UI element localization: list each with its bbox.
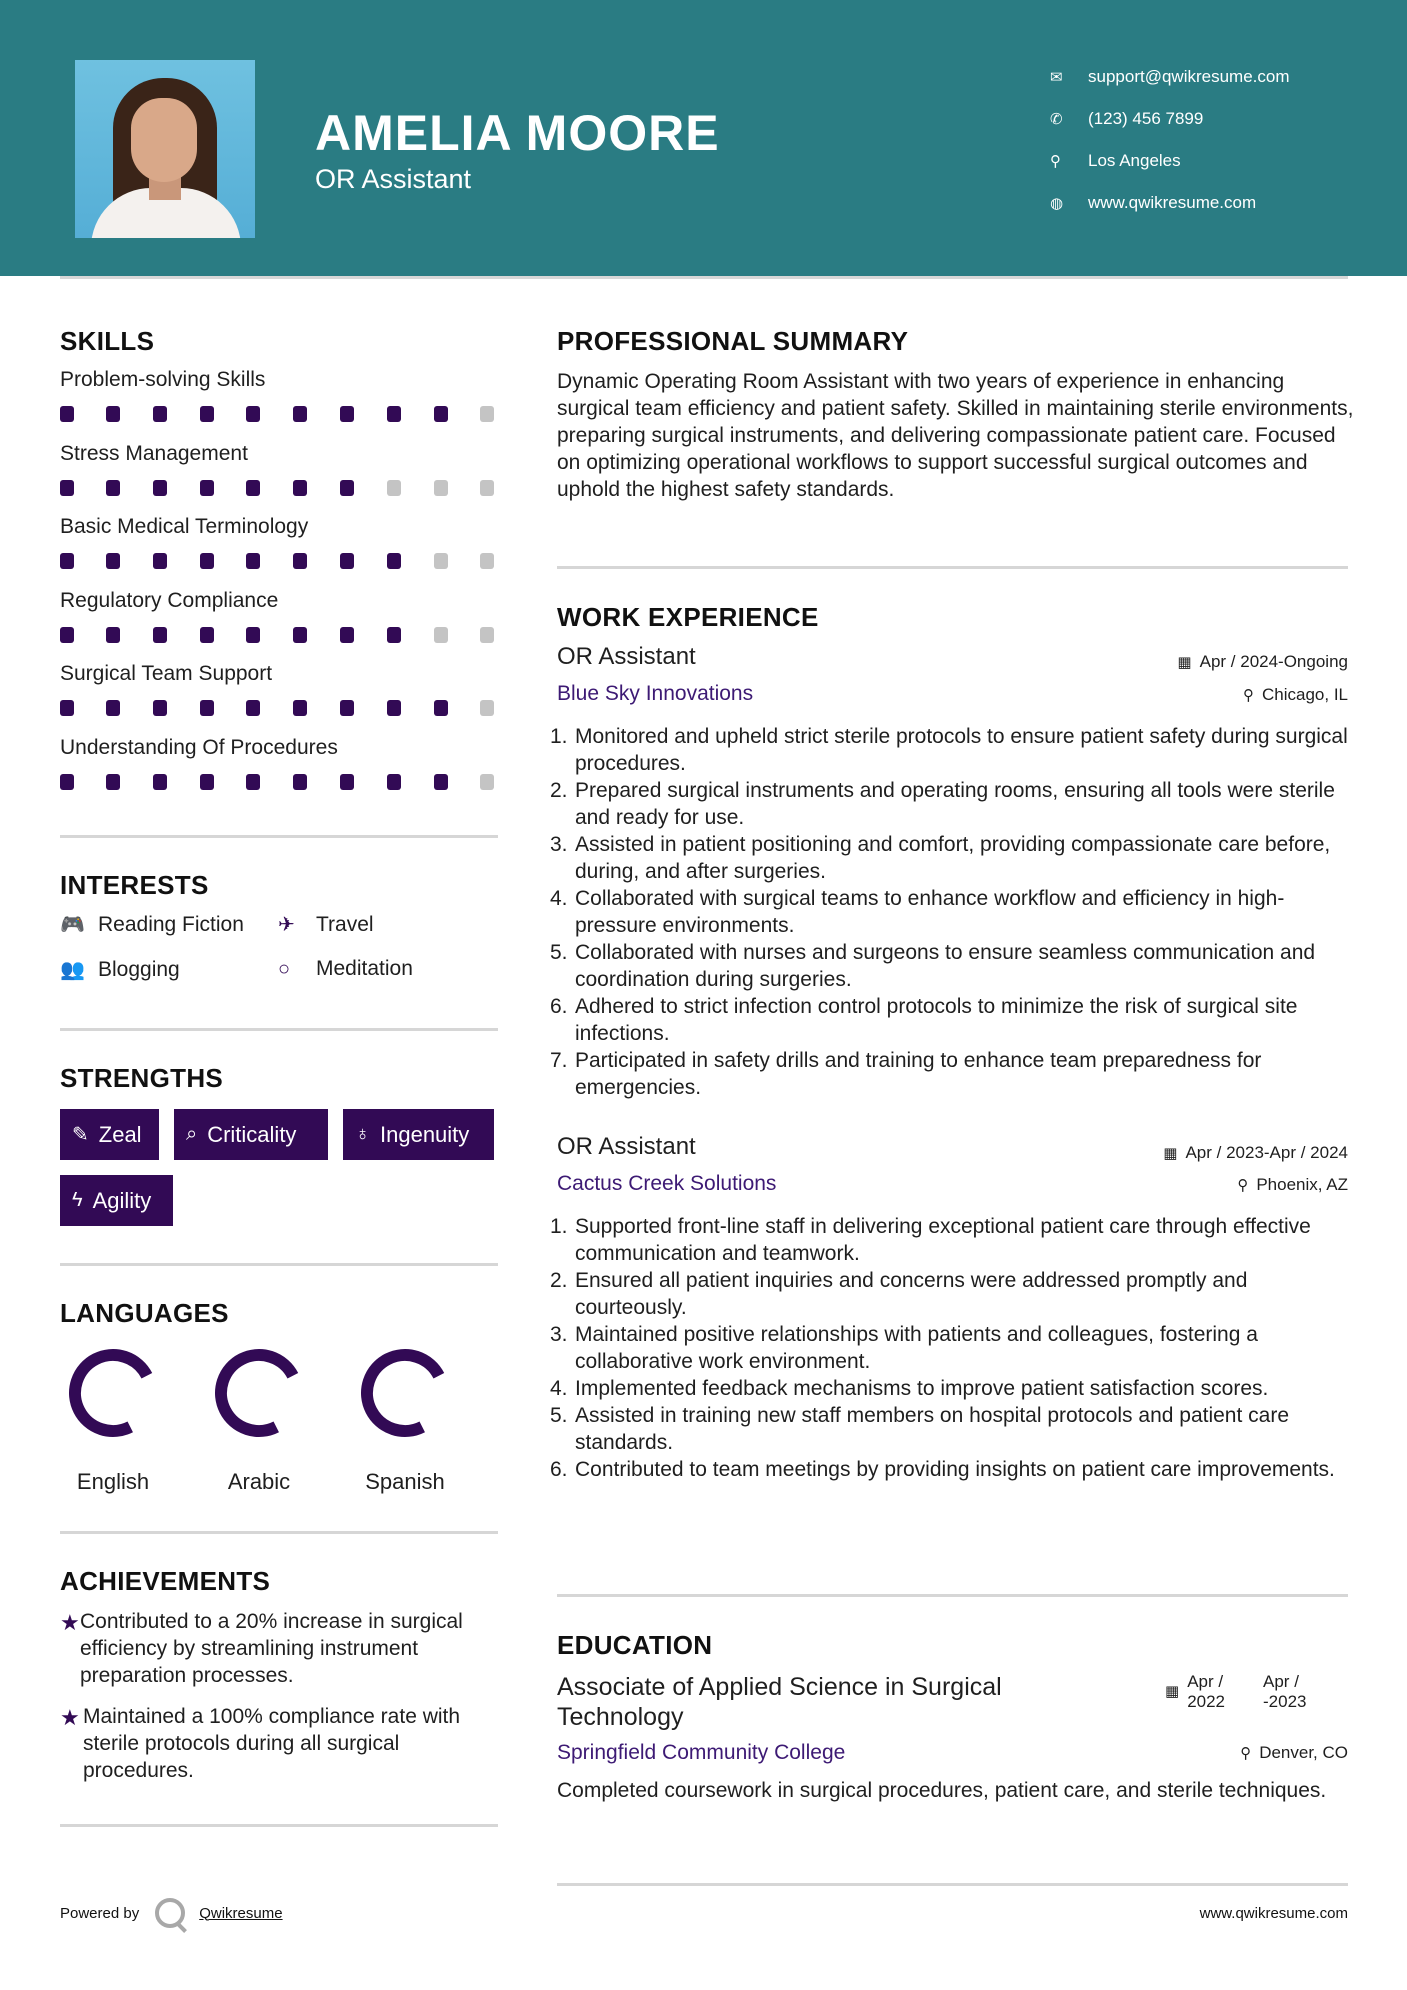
- skill-name: Surgical Team Support: [60, 662, 273, 685]
- skill-name: Understanding Of Procedures: [60, 735, 338, 759]
- plane-icon: ✈: [278, 914, 295, 936]
- list-item: 4. Collaborated with surgical teams to enhance workflow and efficiency in high-pressure environments.: [550, 887, 1285, 937]
- phone-icon: ✆: [1050, 111, 1063, 128]
- header-divider: [60, 276, 1348, 279]
- circle-icon: ○: [278, 957, 291, 980]
- education-date: ▦ Apr / 2022 Apr / -2023: [1165, 1672, 1307, 1711]
- rating-dot: [480, 553, 494, 569]
- achievement-item: ★ Maintained a 100% compliance rate with sterile protocols during all surgical procedures.: [60, 1705, 461, 1782]
- rating-dot: [246, 627, 260, 643]
- rating-dot: [200, 627, 214, 643]
- rating-dot: [60, 627, 74, 643]
- skill-rating: [60, 774, 500, 790]
- skill-name: Problem-solving Skills: [60, 368, 266, 391]
- rating-dot: [153, 774, 167, 790]
- job-date: ▦ Apr / 2024-Ongoing: [1177, 652, 1348, 671]
- profile-photo: [75, 60, 255, 238]
- skill-name: Regulatory Compliance: [60, 588, 279, 612]
- rating-dot: [200, 553, 214, 569]
- education-degree: Associate of Applied Science in Surgical Technology: [557, 1673, 1002, 1731]
- education-location: ⚲ Denver, CO: [1240, 1743, 1348, 1762]
- rating-dot: [387, 553, 401, 569]
- interests-title: INTERESTS: [60, 870, 209, 900]
- contact-email[interactable]: ✉ support@qwikresume.com: [1050, 67, 1290, 86]
- rating-dot: [340, 480, 354, 496]
- candidate-name: AMELIA MOORE: [315, 105, 720, 161]
- skill-name: Stress Management: [60, 441, 248, 465]
- list-item: 5. Collaborated with nurses and surgeons to ensure seamless communication and coordination during surgeries.: [550, 941, 1316, 991]
- rating-dot: [106, 480, 120, 496]
- skill-rating: [60, 406, 500, 422]
- lightbulb-icon: ♁: [355, 1123, 370, 1145]
- contact-list: [1050, 56, 1290, 224]
- divider: [557, 566, 1348, 569]
- job-date: ▦ Apr / 2023-Apr / 2024: [1163, 1143, 1348, 1162]
- rating-dot: [480, 774, 494, 790]
- achievements-title: ACHIEVEMENTS: [60, 1566, 271, 1596]
- education-description: Completed coursework in surgical procedures, patient care, and sterile techniques.: [557, 1779, 1327, 1802]
- rating-dot: [340, 406, 354, 422]
- rating-dot: [200, 774, 214, 790]
- rating-dot: [293, 480, 307, 496]
- calendar-icon: ▦: [1165, 1683, 1180, 1700]
- rating-dot: [434, 553, 448, 569]
- rating-dot: [153, 627, 167, 643]
- pin-icon: ⚲: [1243, 687, 1254, 704]
- language-ring: [211, 1345, 307, 1441]
- rating-dot: [293, 700, 307, 716]
- contact-phone[interactable]: ✆ (123) 456 7899: [1050, 109, 1204, 128]
- rating-dot: [153, 406, 167, 422]
- interest-blogging: 👥 Blogging: [60, 957, 180, 981]
- rating-dot: [434, 700, 448, 716]
- rating-dot: [153, 700, 167, 716]
- envelope-icon: ✉: [1050, 69, 1063, 86]
- gamepad-icon: 🎮: [60, 914, 85, 936]
- summary-text: Dynamic Operating Room Assistant with two years of experience in enhancing surgical team efficiency and patient safety. Skilled in maintaining sterile environments, preparing surgical instruments, and delivering compassionate patient care. Focused on optimizing operational workflows to support successful surgical outcomes and uphold the highest safety standards.: [557, 370, 1354, 501]
- strengths-title: STRENGTHS: [60, 1063, 224, 1093]
- bolt-icon: ϟ: [72, 1189, 83, 1211]
- divider: [60, 1028, 498, 1031]
- divider: [60, 1824, 498, 1827]
- contact-location: ⚲ Los Angeles: [1050, 151, 1181, 170]
- divider: [60, 835, 498, 838]
- list-item: 2. Prepared surgical instruments and operating rooms, ensuring all tools were sterile and ready for use.: [550, 779, 1335, 829]
- job-location: ⚲ Chicago, IL: [1243, 685, 1348, 704]
- rating-dot: [387, 774, 401, 790]
- experience-title: WORK EXPERIENCE: [557, 602, 819, 632]
- rating-dot: [106, 553, 120, 569]
- candidate-role: OR Assistant: [315, 164, 472, 194]
- job-title: OR Assistant: [557, 1133, 696, 1160]
- footer-powered-by: Powered by Qwikresume: [60, 1898, 283, 1928]
- rating-dot: [480, 700, 494, 716]
- rating-dot: [60, 553, 74, 569]
- rating-dot: [480, 406, 494, 422]
- rating-dot: [434, 774, 448, 790]
- footer-url[interactable]: www.qwikresume.com: [1199, 1905, 1348, 1922]
- strength-chip-agility: ϟ Agility: [60, 1175, 173, 1226]
- rating-dot: [153, 480, 167, 496]
- rating-dot: [60, 700, 74, 716]
- list-item: 1. Monitored and upheld strict sterile protocols to ensure patient safety during surgical procedures.: [550, 725, 1348, 775]
- rating-dot: [387, 700, 401, 716]
- list-item: 3. Maintained positive relationships with patients and colleagues, fostering a collaborative work environment.: [550, 1323, 1258, 1373]
- rating-dot: [200, 480, 214, 496]
- education-school: Springfield Community College: [557, 1741, 846, 1764]
- rating-dot: [60, 774, 74, 790]
- star-icon: ★: [60, 1610, 80, 1635]
- rating-dot: [246, 553, 260, 569]
- search-icon: ⌕: [186, 1123, 198, 1145]
- rating-dot: [434, 406, 448, 422]
- star-icon: ★: [60, 1705, 80, 1730]
- strength-chip-criticality: ⌕ Criticality: [174, 1109, 328, 1160]
- rating-dot: [387, 627, 401, 643]
- skill-name: Basic Medical Terminology: [60, 515, 309, 538]
- language-english: English: [53, 1345, 173, 1495]
- job-bullets: [550, 723, 1350, 1101]
- skills-title: SKILLS: [60, 326, 155, 356]
- rating-dot: [246, 406, 260, 422]
- language-ring: [65, 1345, 161, 1441]
- divider: [60, 1263, 498, 1266]
- rating-dot: [340, 700, 354, 716]
- rating-dot: [480, 480, 494, 496]
- rating-dot: [340, 627, 354, 643]
- job-title: OR Assistant: [557, 643, 696, 670]
- rating-dot: [60, 480, 74, 496]
- rating-dot: [106, 406, 120, 422]
- rating-dot: [153, 553, 167, 569]
- pin-icon: ⚲: [1240, 1745, 1252, 1762]
- list-item: 4. Implemented feedback mechanisms to improve patient satisfaction scores.: [550, 1377, 1269, 1400]
- rating-dot: [200, 406, 214, 422]
- header: [0, 0, 1407, 276]
- rating-dot: [434, 627, 448, 643]
- skill-rating: [60, 480, 500, 496]
- qwikresume-logo-icon: [155, 1898, 185, 1928]
- education-title: EDUCATION: [557, 1630, 713, 1660]
- list-item: 5. Assisted in training new staff members on hospital protocols and patient care standards.: [550, 1404, 1289, 1454]
- contact-website[interactable]: ◍ www.qwikresume.com: [1050, 193, 1257, 212]
- rating-dot: [246, 774, 260, 790]
- strength-chip-ingenuity: ♁ Ingenuity: [343, 1109, 494, 1160]
- rating-dot: [60, 406, 74, 422]
- list-item: 1. Supported front-line staff in delivering exceptional patient care through effective communication and teamwork.: [550, 1215, 1311, 1265]
- rating-dot: [434, 480, 448, 496]
- calendar-icon: ▦: [1177, 654, 1192, 671]
- rating-dot: [106, 700, 120, 716]
- job-company: Cactus Creek Solutions: [557, 1172, 777, 1195]
- achievement-item: ★ Contributed to a 20% increase in surgical efficiency by streamlining instrument preparation processes.: [60, 1610, 463, 1687]
- map-pin-icon: ⚲: [1050, 153, 1061, 170]
- skill-rating: [60, 700, 500, 716]
- interest-travel: ✈ Travel: [278, 912, 374, 936]
- job-location: ⚲ Phoenix, AZ: [1237, 1175, 1348, 1194]
- pin-icon: ⚲: [1237, 1177, 1249, 1194]
- list-item: 6. Contributed to team meetings by providing insights on patient care improvements.: [550, 1458, 1335, 1481]
- divider: [557, 1594, 1348, 1597]
- footer-brand-link[interactable]: Qwikresume: [199, 1904, 283, 1922]
- divider: [60, 1531, 498, 1534]
- rating-dot: [387, 480, 401, 496]
- rating-dot: [387, 406, 401, 422]
- rating-dot: [106, 627, 120, 643]
- rating-dot: [200, 700, 214, 716]
- rating-dot: [246, 480, 260, 496]
- list-item: 3. Assisted in patient positioning and comfort, providing compassionate care before, during, and after surgeries.: [550, 833, 1331, 883]
- interest-reading-fiction: 🎮 Reading Fiction: [60, 912, 244, 936]
- rating-dot: [293, 406, 307, 422]
- rating-dot: [293, 627, 307, 643]
- languages-title: LANGUAGES: [60, 1298, 229, 1328]
- pen-icon: ✎: [72, 1124, 89, 1146]
- interest-meditation: ○ Meditation: [278, 957, 413, 980]
- globe-icon: ◍: [1050, 195, 1064, 212]
- list-item: 2. Ensured all patient inquiries and concerns were addressed promptly and courteously.: [550, 1269, 1248, 1319]
- divider: [557, 1883, 1348, 1886]
- summary-title: PROFESSIONAL SUMMARY: [557, 326, 909, 356]
- rating-dot: [293, 553, 307, 569]
- rating-dot: [480, 627, 494, 643]
- job-bullets: [550, 1213, 1350, 1483]
- strength-chip-zeal: ✎ Zeal: [60, 1109, 159, 1160]
- rating-dot: [293, 774, 307, 790]
- language-ring: [357, 1345, 453, 1441]
- rating-dot: [340, 774, 354, 790]
- language-spanish: Spanish: [345, 1345, 465, 1495]
- job-company: Blue Sky Innovations: [557, 682, 754, 705]
- skill-rating: [60, 627, 500, 643]
- calendar-icon: ▦: [1163, 1145, 1178, 1162]
- skill-rating: [60, 553, 500, 569]
- rating-dot: [106, 774, 120, 790]
- rating-dot: [340, 553, 354, 569]
- users-icon: 👥: [60, 959, 85, 981]
- list-item: 6. Adhered to strict infection control protocols to minimize the risk of surgical site infections.: [550, 995, 1298, 1045]
- language-arabic: Arabic: [199, 1345, 319, 1495]
- rating-dot: [246, 700, 260, 716]
- list-item: 7. Participated in safety drills and training to enhance team preparedness for emergencies.: [550, 1049, 1262, 1099]
